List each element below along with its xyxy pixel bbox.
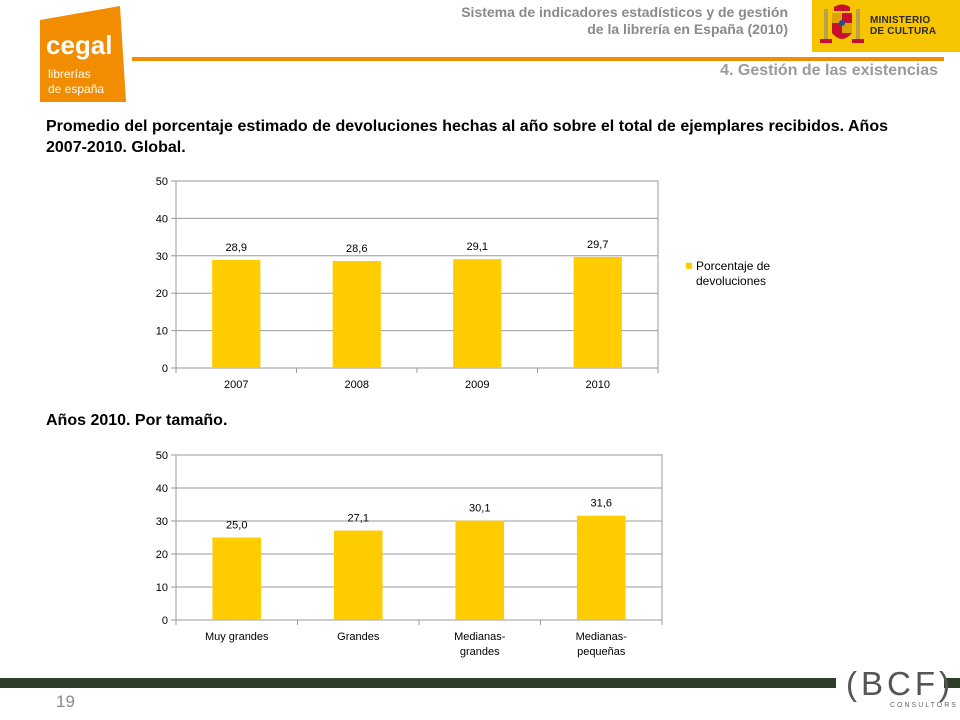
data-label: 25,0 <box>226 519 248 532</box>
data-label: 29,7 <box>587 238 609 251</box>
x-tick-label: pequeñas <box>577 646 626 658</box>
ministry-logo <box>812 0 960 52</box>
y-tick-label: 0 <box>161 615 168 627</box>
x-tick-label: 2008 <box>344 379 369 391</box>
page-number: 19 <box>56 692 75 711</box>
chart-devoluciones-por-ano <box>140 170 820 400</box>
section-title: 4. Gestión de las existencias <box>720 62 938 79</box>
page-title: Promedio del porcentaje estimado de devoluciones hechas al año sobre el total de ejemplares recibidos. Años 2007-2010. Global. <box>46 118 888 156</box>
y-tick-label: 10 <box>155 325 168 338</box>
chart-devoluciones-por-ano-svg <box>140 170 820 400</box>
y-tick-label: 40 <box>155 213 168 226</box>
y-tick-label: 40 <box>155 483 168 495</box>
x-tick-label: Muy grandes <box>204 631 269 643</box>
ministry-name-line2: DE CULTURA <box>870 26 937 37</box>
data-label: 28,9 <box>225 241 247 254</box>
legend-label: Porcentaje de <box>696 258 771 273</box>
y-tick-label: 30 <box>155 516 168 528</box>
x-tick-label: 2007 <box>224 379 249 391</box>
x-tick-label: Medianas- <box>454 631 506 643</box>
cegal-logo-name: cegal <box>46 30 113 60</box>
bar <box>212 260 260 368</box>
x-tick-label: grandes <box>459 646 500 658</box>
y-tick-label: 30 <box>155 250 168 263</box>
section-subtitle: Años 2010. Por tamaño. <box>46 412 228 429</box>
x-tick-label: Grandes <box>337 631 380 643</box>
x-tick-label: Medianas- <box>575 631 627 643</box>
y-tick-label: 50 <box>155 176 168 188</box>
system-title-line2: de la librería en España (2010) <box>587 21 788 37</box>
footer-bar <box>0 678 836 688</box>
bar <box>574 257 622 368</box>
ministry-name <box>870 15 936 37</box>
chart-devoluciones-por-tamano-svg <box>140 446 700 672</box>
coat-of-arms-icon <box>820 3 864 49</box>
cegal-logo-line3: de españa <box>48 82 105 96</box>
chart-devoluciones-por-tamano <box>140 446 700 672</box>
x-tick-label: 2010 <box>585 379 610 391</box>
header-divider <box>132 57 944 61</box>
y-tick-label: 0 <box>161 363 168 375</box>
bar <box>577 516 626 620</box>
system-title <box>388 4 788 38</box>
y-tick-label: 10 <box>155 582 168 594</box>
legend-label: devoluciones <box>696 273 767 288</box>
bar <box>455 521 504 620</box>
data-label: 30,1 <box>469 502 491 515</box>
system-title-line1: Sistema de indicadores estadísticos y de gestión <box>461 4 788 20</box>
bar <box>453 259 501 368</box>
bar <box>212 538 261 621</box>
y-tick-label: 20 <box>155 549 168 561</box>
data-label: 28,6 <box>346 243 368 256</box>
data-label: 29,1 <box>466 241 488 254</box>
cegal-logo-line2: librerías <box>48 67 91 81</box>
bar <box>334 531 383 620</box>
data-label: 27,1 <box>347 512 369 525</box>
bar <box>333 261 381 368</box>
y-tick-label: 50 <box>155 450 168 462</box>
legend-swatch <box>686 263 692 269</box>
bcf-consultors-logo <box>846 664 958 718</box>
bcf-logo-subtitle: CONSULTORS <box>890 702 958 709</box>
data-label: 31,6 <box>590 497 612 510</box>
bcf-logo-mark: (BCF) <box>846 665 954 702</box>
cegal-logo <box>40 6 126 102</box>
x-tick-label: 2009 <box>465 379 490 391</box>
ministry-name-line1: MINISTERIO <box>870 15 931 26</box>
y-tick-label: 20 <box>155 288 168 301</box>
